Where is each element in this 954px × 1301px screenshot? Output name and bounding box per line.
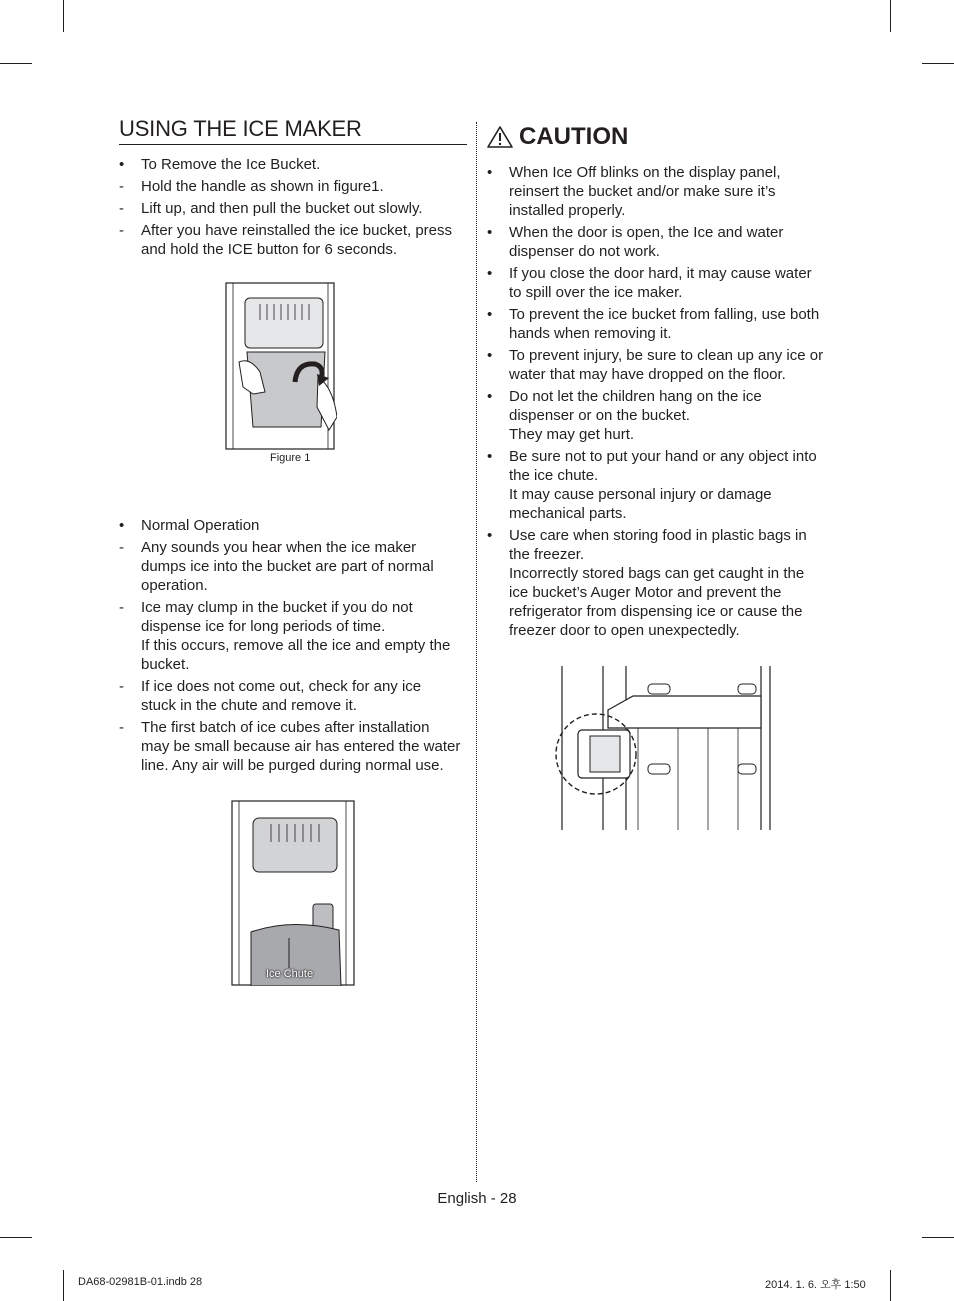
list-item xyxy=(119,155,467,174)
figure-3-freezer-bucket xyxy=(548,666,773,830)
list-item xyxy=(119,677,467,715)
list-marker: • xyxy=(487,527,493,544)
list-item-line: When the door is open, the Ice and water xyxy=(509,224,784,241)
list-item xyxy=(487,163,837,220)
list-marker: - xyxy=(119,200,124,217)
list-item-line: stuck in the chute and remove it. xyxy=(141,697,357,714)
crop-mark xyxy=(890,1270,891,1301)
list-item-line: Lift up, and then pull the bucket out slowly. xyxy=(141,200,423,217)
figure-2-ice-chute xyxy=(231,800,355,986)
list-item-line: ice bucket’s Auger Motor and prevent the xyxy=(509,584,782,601)
list-marker: • xyxy=(487,306,493,323)
list-item-line: To prevent injury, be sure to clean up any ice or xyxy=(509,347,824,364)
list-marker: • xyxy=(487,265,493,282)
caution-list xyxy=(487,163,837,640)
list-item xyxy=(487,305,837,343)
list-item-line: dispense ice for long periods of time. xyxy=(141,618,386,635)
footer-file: DA68-02981B-01.indb 28 xyxy=(78,1276,203,1288)
left-column-lower xyxy=(119,516,467,778)
list-item-line: Be sure not to put your hand or any object into xyxy=(509,448,817,465)
right-column xyxy=(487,121,837,643)
list-marker: - xyxy=(119,222,124,239)
list-marker: • xyxy=(487,164,493,181)
list-item-line: refrigerator from dispensing ice or cause the xyxy=(509,603,803,620)
list-item-line: dumps ice into the bucket are part of normal xyxy=(141,558,434,575)
list-item-line: may be small because air has entered the water xyxy=(141,738,461,755)
list-item xyxy=(119,177,467,196)
list-item-line: After you have reinstalled the ice bucket, press xyxy=(141,222,453,239)
crop-mark xyxy=(63,0,64,32)
list-item-line: bucket. xyxy=(141,656,190,673)
list-item xyxy=(487,526,837,640)
list-item xyxy=(487,387,837,444)
list-marker: - xyxy=(119,539,124,556)
list-item-line: It may cause personal injury or damage xyxy=(509,486,772,503)
list-item-line: reinsert the bucket and/or make sure it’s xyxy=(509,183,776,200)
list-item xyxy=(119,221,467,259)
crop-mark xyxy=(922,63,954,64)
list-item-line: Ice may clump in the bucket if you do not xyxy=(141,599,413,616)
list-marker: • xyxy=(487,388,493,405)
list-item-line: hands when removing it. xyxy=(509,325,672,342)
footer-date: 2014. 1. 6. 오후 1:50 xyxy=(765,1279,866,1291)
caution-heading xyxy=(487,121,837,153)
list-marker: - xyxy=(119,678,124,695)
list-item-line: the freezer. xyxy=(509,546,585,563)
crop-mark xyxy=(0,63,32,64)
ice-chute-label: Ice Chute xyxy=(266,968,314,980)
list-item-line: installed properly. xyxy=(509,202,626,219)
list-marker: • xyxy=(487,347,493,364)
list-item-line: The first batch of ice cubes after installation xyxy=(141,719,430,736)
caution-title: CAUTION xyxy=(519,123,629,150)
list-item-line: Incorrectly stored bags can get caught in the xyxy=(509,565,805,582)
list-item-line: freezer door to open unexpectedly. xyxy=(509,622,740,639)
list-marker: • xyxy=(119,517,125,534)
crop-mark xyxy=(922,1237,954,1238)
list-item-line: mechanical parts. xyxy=(509,505,627,522)
list-item-line: If you close the door hard, it may cause water xyxy=(509,265,812,282)
list-item-line: Use care when storing food in plastic bags in xyxy=(509,527,807,544)
list-item-line: water that may have dropped on the floor. xyxy=(509,366,786,383)
list-item-line: line. Any air will be purged during normal use. xyxy=(141,757,444,774)
crop-mark xyxy=(890,0,891,32)
list-item xyxy=(119,538,467,595)
figure-1-caption: Figure 1 xyxy=(270,452,311,464)
list-marker: • xyxy=(487,448,493,465)
list-item xyxy=(487,447,837,523)
list-item xyxy=(119,598,467,674)
list-item-line: To prevent the ice bucket from falling, use both xyxy=(509,306,820,323)
crop-mark xyxy=(0,1237,32,1238)
list-item-line: If this occurs, remove all the ice and empty the xyxy=(141,637,451,654)
list-item-line: Hold the handle as shown in figure1. xyxy=(141,178,384,195)
list-item xyxy=(487,264,837,302)
section-title: USING THE ICE MAKER xyxy=(119,114,467,145)
column-divider xyxy=(476,122,477,1182)
list-item-line: dispenser or on the bucket. xyxy=(509,407,690,424)
list-item-line: and hold the ICE button for 6 seconds. xyxy=(141,241,398,258)
list-item-line: If ice does not come out, check for any ice xyxy=(141,678,422,695)
list-item-line: They may get hurt. xyxy=(509,426,635,443)
list-item-line: To Remove the Ice Bucket. xyxy=(141,156,321,173)
list-item-line: Normal Operation xyxy=(141,517,260,534)
list-item-line: the ice chute. xyxy=(509,467,599,484)
list-marker: - xyxy=(119,719,124,736)
list-item-line: When Ice Off blinks on the display panel, xyxy=(509,164,781,181)
list-item-line: operation. xyxy=(141,577,208,594)
list-item xyxy=(487,223,837,261)
figure-1-ice-bucket-removal xyxy=(225,282,337,450)
remove-bucket-list xyxy=(119,155,467,259)
page-number: English - 28 xyxy=(437,1190,517,1207)
list-marker: - xyxy=(119,178,124,195)
list-item-line: to spill over the ice maker. xyxy=(509,284,683,301)
warning-triangle-icon xyxy=(487,126,513,148)
crop-mark xyxy=(63,1270,64,1301)
normal-operation-list xyxy=(119,516,467,775)
list-marker: • xyxy=(487,224,493,241)
list-marker: • xyxy=(119,156,125,173)
list-item-line: Do not let the children hang on the ice xyxy=(509,388,762,405)
list-item xyxy=(119,516,467,535)
list-item xyxy=(119,718,467,775)
left-column xyxy=(119,114,467,262)
list-item xyxy=(487,346,837,384)
list-item xyxy=(119,199,467,218)
list-item-line: Any sounds you hear when the ice maker xyxy=(141,539,417,556)
list-item-line: dispenser do not work. xyxy=(509,243,660,260)
list-marker: - xyxy=(119,599,124,616)
